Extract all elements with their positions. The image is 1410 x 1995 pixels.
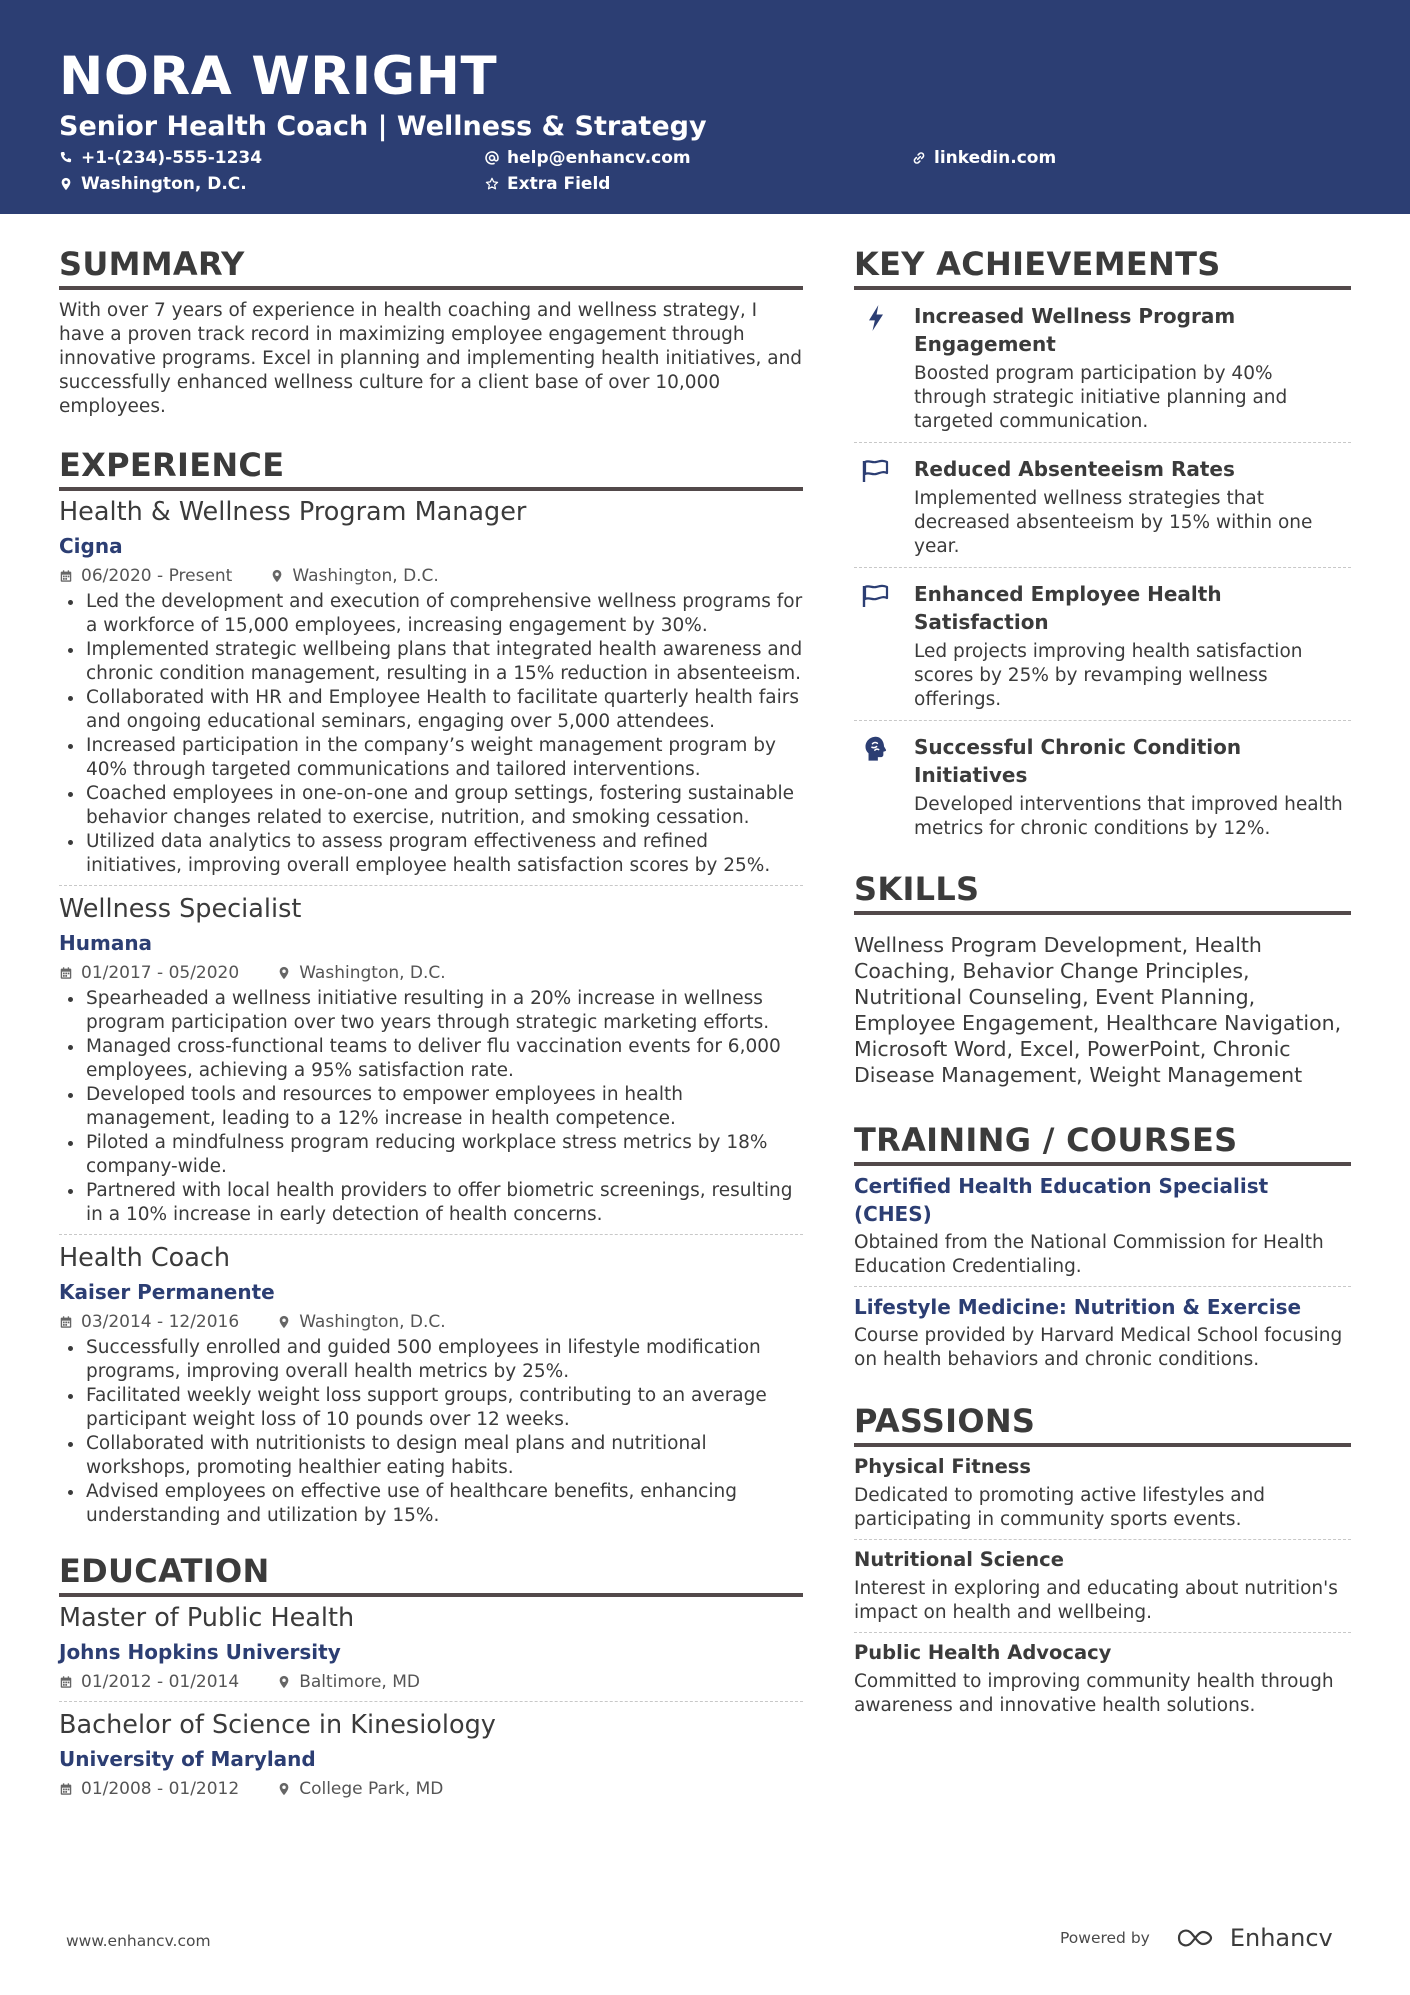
job-location: Washington, D.C. — [299, 963, 446, 983]
education-location: Baltimore, MD — [299, 1672, 420, 1692]
at-icon — [485, 151, 499, 165]
education-meta — [59, 1670, 803, 1694]
email-text: help@enhancv.com — [507, 148, 691, 168]
contact-extra — [485, 173, 610, 195]
calendar-icon — [59, 966, 73, 980]
job-meta — [59, 564, 803, 588]
phone-icon — [59, 151, 73, 165]
brand-logo[interactable] — [1176, 1924, 1333, 1952]
job-bullets — [59, 1336, 803, 1528]
location-pin-icon — [59, 177, 73, 191]
head-brain-icon — [862, 735, 890, 763]
contact-location — [59, 173, 247, 195]
left-column — [59, 244, 803, 1814]
passion-title: Public Health Advocacy — [854, 1641, 1112, 1664]
course-title: Certified Health Education Specialist (CHES) — [854, 1174, 1269, 1226]
job-dates: 03/2014 - 12/2016 — [81, 1312, 240, 1332]
bullet-item: Implemented strategic wellbeing plans that integrated health awareness and chronic condition management, resulting in a 15% reduction in absenteeism. — [59, 638, 803, 686]
bullet-item: Advised employees on effective use of healthcare benefits, enhancing understanding and utilization by 15%. — [59, 1480, 803, 1528]
passion-desc: Interest in exploring and educating about nutrition's impact on health and wellbeing. — [854, 1578, 1338, 1623]
bullet-item: Developed tools and resources to empower employees in health management, leading to a 12% increase in health competence. — [59, 1083, 803, 1131]
skills-section — [854, 869, 1351, 1088]
achievement-title: Reduced Absenteeism Rates — [914, 457, 1235, 481]
bullet-item: Facilitated weekly weight loss support groups, contributing to an average participant weight loss of 10 pounds over 12 weeks. — [59, 1384, 803, 1432]
passion-desc: Committed to improving community health through awareness and innovative health solutions. — [854, 1671, 1334, 1716]
right-column — [854, 244, 1351, 1725]
passion-item — [854, 1540, 1351, 1633]
calendar-icon — [59, 569, 73, 583]
job-location: Washington, D.C. — [292, 566, 439, 586]
achievement-title: Increased Wellness Program Engagement — [914, 304, 1236, 356]
skills-heading: SKILLS — [854, 869, 1351, 915]
link-icon — [912, 151, 926, 165]
achievement-item — [854, 721, 1351, 849]
flag-icon — [862, 582, 890, 610]
summary-section — [59, 244, 803, 419]
linkedin-text: linkedin.com — [934, 148, 1057, 168]
company-name: Kaiser Permanente — [59, 1280, 275, 1304]
job-location: Washington, D.C. — [299, 1312, 446, 1332]
achievement-desc: Led projects improving health satisfaction scores by 25% by revamping wellness offerings. — [914, 641, 1303, 710]
course-item — [854, 1166, 1351, 1287]
brand-name: Enhancv — [1229, 1924, 1333, 1952]
passion-item — [854, 1633, 1351, 1725]
education-dates: 01/2012 - 01/2014 — [81, 1672, 240, 1692]
degree-title: Master of Public Health — [59, 1603, 355, 1633]
calendar-icon — [59, 1782, 73, 1796]
achievement-title: Successful Chronic Condition Initiatives — [914, 735, 1242, 787]
achievements-heading: KEY ACHIEVEMENTS — [854, 244, 1351, 290]
bullet-item: Spearheaded a wellness initiative resulting in a 20% increase in wellness program participation over two years through strategic marketing efforts. — [59, 987, 803, 1035]
contact-phone[interactable] — [59, 147, 262, 169]
bullet-item: Increased participation in the company’s weight management program by 40% through targeted communications and tailored interventions. — [59, 734, 803, 782]
bullet-item: Successfully enrolled and guided 500 employees in lifestyle modification programs, improving overall health metrics by 25%. — [59, 1336, 803, 1384]
location-pin-icon — [277, 966, 291, 980]
lightning-bolt-icon — [862, 304, 890, 332]
contact-linkedin[interactable] — [912, 147, 1056, 169]
achievement-item — [854, 443, 1351, 568]
calendar-icon — [59, 1315, 73, 1329]
achievement-item — [854, 290, 1351, 443]
company-name: Humana — [59, 931, 153, 955]
powered-by-label: Powered by — [1060, 1929, 1150, 1947]
enhancv-logo-icon — [1176, 1926, 1222, 1950]
course-desc: Course provided by Harvard Medical School focusing on health behaviors and chronic conditions. — [854, 1325, 1343, 1370]
job-dates: 06/2020 - Present — [81, 566, 233, 586]
achievement-item — [854, 568, 1351, 721]
achievements-section — [854, 244, 1351, 849]
course-desc: Obtained from the National Commission for Health Education Credentialing. — [854, 1232, 1324, 1277]
training-section — [854, 1120, 1351, 1379]
training-heading: TRAINING / COURSES — [854, 1120, 1351, 1166]
footer-website[interactable]: www.enhancv.com — [66, 1932, 211, 1950]
passion-title: Physical Fitness — [854, 1455, 1032, 1478]
bullet-item: Collaborated with nutritionists to design meal plans and nutritional workshops, promoting healthier eating habits. — [59, 1432, 803, 1480]
bullet-item: Collaborated with HR and Employee Health to facilitate quarterly health fairs and ongoing educational seminars, engaging over 5,000 attendees. — [59, 686, 803, 734]
footer-branding — [1060, 1924, 1333, 1952]
degree-title: Bachelor of Science in Kinesiology — [59, 1710, 496, 1740]
passion-item — [854, 1447, 1351, 1540]
star-icon — [485, 177, 499, 191]
job-meta — [59, 1310, 803, 1334]
bullet-item: Coached employees in one-on-one and group settings, fostering sustainable behavior changes related to exercise, nutrition, and smoking cessation. — [59, 782, 803, 830]
extra-field-text: Extra Field — [507, 174, 611, 194]
job-title: Health Coach — [59, 1243, 231, 1273]
education-section — [59, 1551, 803, 1808]
candidate-title: Senior Health Coach | Wellness & Strategy — [59, 111, 707, 142]
bullet-item: Managed cross-functional teams to deliver flu vaccination events for 6,000 employees, achieving a 95% satisfaction rate. — [59, 1035, 803, 1083]
location-pin-icon — [270, 569, 284, 583]
skills-list: Wellness Program Development, Health Coaching, Behavior Change Principles, Nutritional Counseling, Event Planning, Employee Engagement, Healthcare Navigation, Microsoft Word, Excel, PowerPoint, Chronic Disease Management, Weight Management — [854, 933, 1342, 1087]
achievement-desc: Implemented wellness strategies that decreased absenteeism by 15% within one year. — [914, 488, 1313, 557]
job-entry — [59, 892, 803, 1235]
contact-email[interactable] — [485, 147, 691, 169]
summary-heading: SUMMARY — [59, 244, 803, 290]
passions-heading: PASSIONS — [854, 1401, 1351, 1447]
passion-desc: Dedicated to promoting active lifestyles and participating in community sports events. — [854, 1485, 1266, 1530]
job-entry — [59, 1241, 803, 1535]
achievement-title: Enhanced Employee Health Satisfaction — [914, 582, 1222, 634]
summary-text: With over 7 years of experience in health coaching and wellness strategy, I have a proven track record in maximizing employee engagement through innovative programs. Excel in planning and implementing health initiatives, and successfully enhanced wellness culture for a client base of over 10,000 employees. — [59, 300, 803, 417]
job-title: Health & Wellness Program Manager — [59, 497, 527, 527]
job-bullets — [59, 590, 803, 878]
education-dates: 01/2008 - 01/2012 — [81, 1779, 240, 1799]
location-pin-icon — [277, 1675, 291, 1689]
job-meta — [59, 961, 803, 985]
location-text: Washington, D.C. — [81, 174, 247, 194]
education-location: College Park, MD — [299, 1779, 444, 1799]
location-pin-icon — [277, 1782, 291, 1796]
phone-text: +1-(234)-555-1234 — [81, 148, 263, 168]
bullet-item: Utilized data analytics to assess program effectiveness and refined initiatives, improving overall employee health satisfaction scores by 25%. — [59, 830, 803, 878]
education-meta — [59, 1777, 803, 1801]
resume-header — [0, 0, 1410, 214]
education-entry — [59, 1601, 803, 1702]
job-bullets — [59, 987, 803, 1227]
education-heading: EDUCATION — [59, 1551, 803, 1597]
passions-section — [854, 1401, 1351, 1725]
school-name: Johns Hopkins University — [59, 1640, 341, 1664]
experience-heading: EXPERIENCE — [59, 445, 803, 491]
course-title: Lifestyle Medicine: Nutrition & Exercise — [854, 1295, 1302, 1319]
bullet-item: Partnered with local health providers to offer biometric screenings, resulting in a 10% increase in early detection of health concerns. — [59, 1179, 803, 1227]
location-pin-icon — [277, 1315, 291, 1329]
bullet-item: Piloted a mindfulness program reducing workplace stress metrics by 18% company-wide. — [59, 1131, 803, 1179]
job-entry — [59, 495, 803, 886]
achievement-desc: Developed interventions that improved health metrics for chronic conditions by 12%. — [914, 794, 1343, 839]
experience-section — [59, 445, 803, 1535]
flag-icon — [862, 457, 890, 485]
education-entry — [59, 1708, 803, 1808]
bullet-item: Led the development and execution of comprehensive wellness programs for a workforce of 15,000 employees, increasing engagement by 30%. — [59, 590, 803, 638]
school-name: University of Maryland — [59, 1747, 316, 1771]
job-dates: 01/2017 - 05/2020 — [81, 963, 240, 983]
achievement-desc: Boosted program participation by 40% through strategic initiative planning and targeted communication. — [914, 363, 1288, 432]
course-item — [854, 1287, 1351, 1379]
candidate-name: NORA WRIGHT — [59, 46, 498, 107]
passion-title: Nutritional Science — [854, 1548, 1064, 1571]
company-name: Cigna — [59, 534, 123, 558]
job-title: Wellness Specialist — [59, 894, 302, 924]
calendar-icon — [59, 1675, 73, 1689]
